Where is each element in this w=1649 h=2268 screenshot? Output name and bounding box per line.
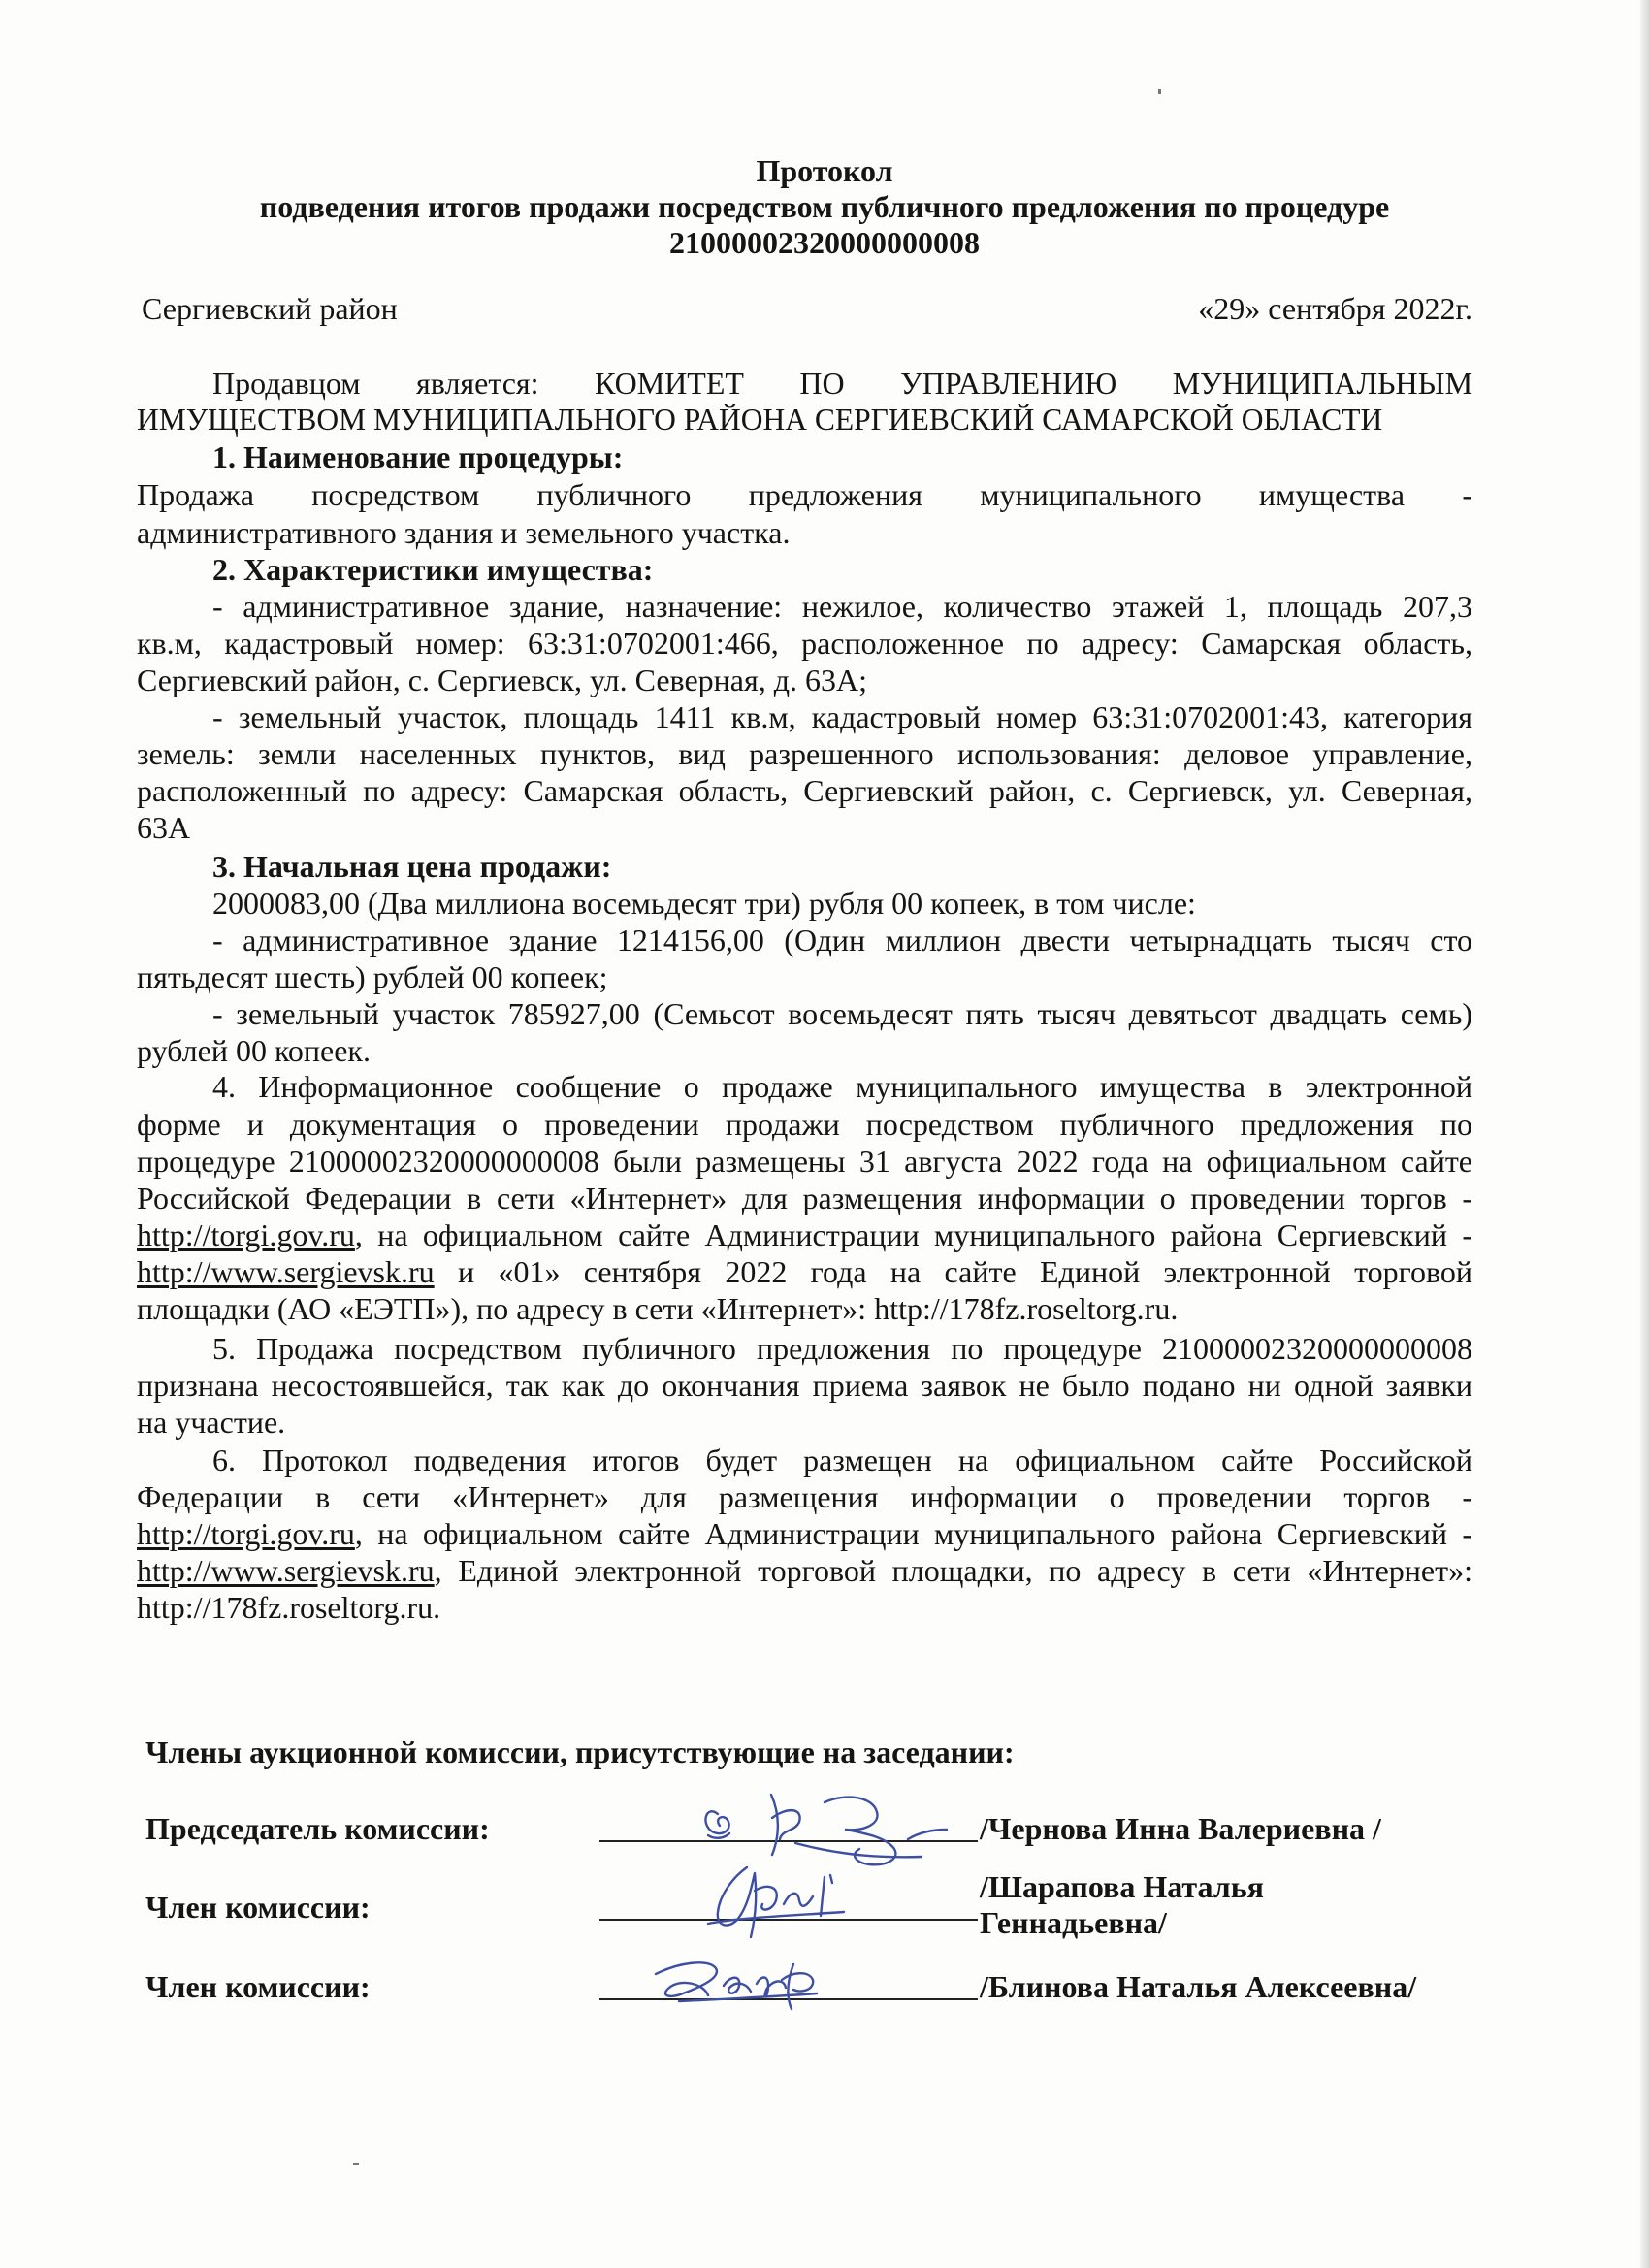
- link-torgi-2[interactable]: http://torgi.gov.ru: [137, 1516, 355, 1551]
- date: «29» сентября 2022г.: [1198, 291, 1472, 326]
- document-subtitle: подведения итогов продажи посредством публичного предложения по процедуре: [259, 189, 1390, 224]
- section2-item2-1: - земельный участок, площадь 1411 кв.м, кадастровый номер 63:31:0702001:43, категория: [212, 699, 1472, 734]
- section6-line-4: [137, 1552, 1472, 1590]
- section6-line-4-text: , Единой электронной торговой площадки, по адресу в сети «Интернет»:: [434, 1553, 1472, 1588]
- member1-role: Член комиссии:: [146, 1890, 371, 1925]
- commission-heading: Члены аукционной комиссии, присутствующие на заседании:: [146, 1734, 1015, 1769]
- chair-name: /Чернова Инна Валериевна /: [980, 1811, 1381, 1846]
- section5-line-1: 5. Продажа посредством публичного предложения по процедуре 21000002320000000008: [212, 1331, 1472, 1366]
- section4-line-7: площадки (АО «ЕЭТП»), по адресу в сети «Интернет»: http://178fz.roseltorg.ru.: [137, 1291, 1179, 1326]
- section1-heading: 1. Наименование процедуры:: [212, 439, 624, 474]
- section2-heading: 2. Характеристики имущества:: [212, 552, 654, 587]
- section3-item2-1: - земельный участок 785927,00 (Семьсот восемьдесят пять тысяч девятьсот двадцать семь): [212, 996, 1472, 1031]
- section4-line-4: Российской Федерации в сети «Интернет» для размещения информации о проведении торгов -: [137, 1181, 1472, 1215]
- seller-label: Продавцом является:: [212, 366, 539, 401]
- section5-line-3: на участие.: [137, 1405, 286, 1440]
- section4-line-6: [137, 1253, 1472, 1291]
- document-title: Протокол: [756, 153, 893, 188]
- seller-line-2: ИМУЩЕСТВОМ МУНИЦИПАЛЬНОГО РАЙОНА СЕРГИЕВСКИЙ САМАРСКОЙ ОБЛАСТИ: [137, 403, 1383, 437]
- section6-line-1: 6. Протокол подведения итогов будет размещен на официальном сайте Российской: [212, 1442, 1472, 1477]
- link-sergievsk[interactable]: http://www.sergievsk.ru: [137, 1254, 435, 1289]
- section2-item2-3: расположенный по адресу: Самарская область, Сергиевский район, с. Сергиевск, ул. Северная,: [137, 773, 1472, 808]
- section2-item1-2: кв.м, кадастровый номер: 63:31:0702001:466, расположенное по адресу: Самарская область,: [137, 626, 1472, 661]
- section4-line-1: 4. Информационное сообщение о продаже муниципального имущества в электронной: [212, 1069, 1472, 1104]
- section1-text-1: Продажа посредством публичного предложения муниципального имущества -: [137, 477, 1472, 512]
- section3-heading: 3. Начальная цена продажи:: [212, 849, 612, 884]
- section5-line-2: признана несостоявшейся, так как до окончания приема заявок не было подано ни одной заявки: [137, 1368, 1472, 1403]
- section3-item2-2: рублей 00 копеек.: [137, 1033, 371, 1068]
- section2-item1-3: Сергиевский район, с. Сергиевск, ул. Северная, д. 63А;: [137, 663, 867, 697]
- chair-role: Председатель комиссии:: [146, 1811, 490, 1846]
- section4-line-6-text: и «01» сентября 2022 года на сайте Единой электронной торговой: [434, 1254, 1472, 1289]
- section2-item1-1: - административное здание, назначение: нежилое, количество этажей 1, площадь 207,3: [212, 589, 1472, 624]
- member2-role: Член комиссии:: [146, 1969, 371, 2004]
- member1-name-2: Геннадьевна/: [980, 1905, 1167, 1940]
- section4-line-5: [137, 1216, 1472, 1254]
- member1-name-1: /Шарапова Наталья: [980, 1869, 1264, 1904]
- section4-line-5-text: , на официальном сайте Администрации муниципального района Сергиевский -: [354, 1217, 1472, 1252]
- section4-line-2: форме и документация о проведении продажи посредством публичного предложения по: [137, 1107, 1472, 1142]
- section2-item2-4: 63А: [137, 810, 191, 845]
- section3-item1-2: пятьдесят шесть) рублей 00 копеек;: [137, 959, 608, 994]
- scan-speck: [353, 2163, 359, 2165]
- section6-line-3-text: , на официальном сайте Администрации муниципального района Сергиевский -: [354, 1516, 1472, 1551]
- scan-edge: [1640, 0, 1649, 2268]
- section3-total: 2000083,00 (Два миллиона восемьдесят три) рубля 00 копеек, в том числе:: [212, 886, 1196, 921]
- place: Сергиевский район: [142, 291, 398, 326]
- seller-line-1: [137, 365, 1472, 403]
- member2-signature: [640, 1945, 834, 2023]
- link-sergievsk-2[interactable]: http://www.sergievsk.ru: [137, 1553, 435, 1588]
- member2-name: /Блинова Наталья Алексеевна/: [980, 1969, 1417, 2004]
- section2-item2-2: земель: земли населенных пунктов, вид разрешенного использования: деловое управление,: [137, 736, 1472, 771]
- section6-line-3: [137, 1515, 1472, 1553]
- procedure-number: 21000002320000000008: [669, 225, 980, 260]
- section6-line-5: http://178fz.roseltorg.ru.: [137, 1590, 441, 1625]
- section3-item1-1: - административное здание 1214156,00 (Один миллион двести четырнадцать тысяч сто: [212, 923, 1472, 957]
- seller-name-1: КОМИТЕТ ПО УПРАВЛЕНИЮ МУНИЦИПАЛЬНЫМ: [595, 366, 1473, 401]
- section4-line-3: процедуре 21000002320000000008 были размещены 31 августа 2022 года на официальном сайте: [137, 1144, 1472, 1179]
- section6-line-2: Федерации в сети «Интернет» для размещения информации о проведении торгов -: [137, 1479, 1472, 1514]
- link-torgi[interactable]: http://torgi.gov.ru: [137, 1217, 355, 1252]
- section1-text-2: административного здания и земельного участка.: [137, 515, 791, 550]
- member1-signature: [679, 1848, 883, 1955]
- scan-speck: [1158, 89, 1161, 94]
